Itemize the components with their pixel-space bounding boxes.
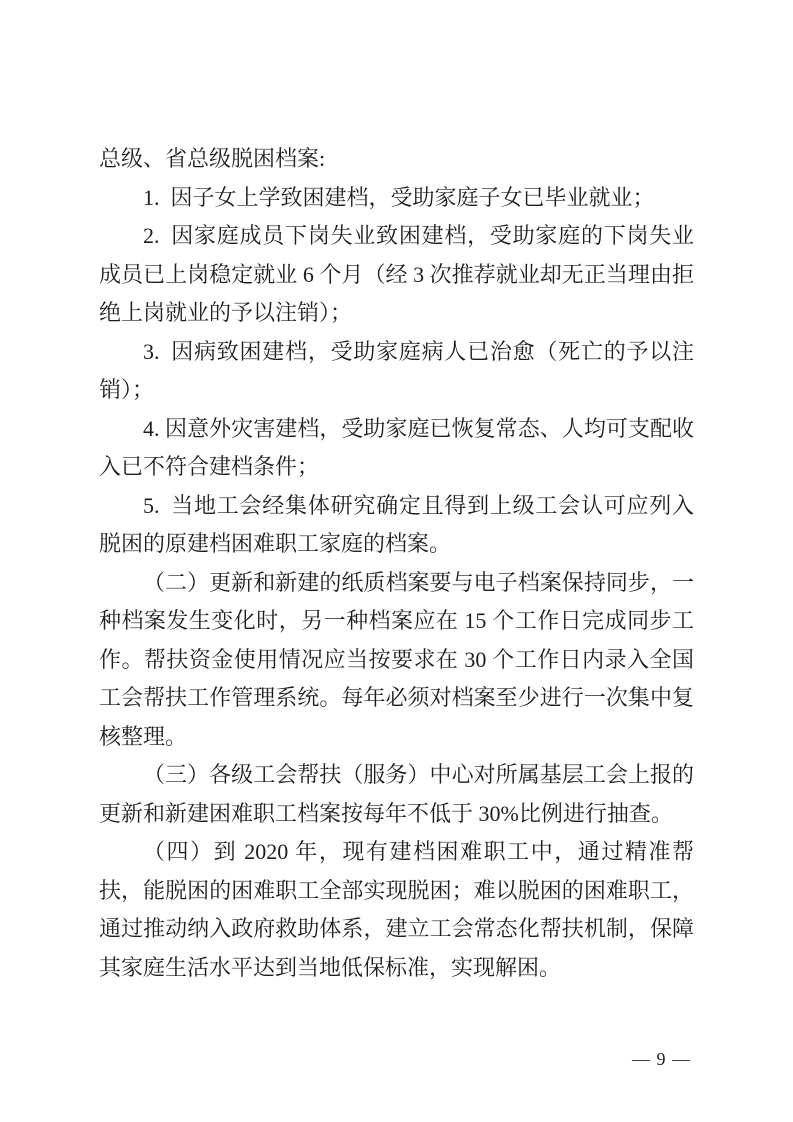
paragraph: 4. 因意外灾害建档，受助家庭已恢复常态、人均可支配收入已不符合建档条件； (99, 415, 694, 479)
paragraph: 2. 因家庭成员下岗失业致困建档，受助家庭的下岗失业成员已上岗稳定就业 6 个月（经 3 次推荐就业却无正当理由拒绝上岗就业的予以注销）； (99, 223, 694, 325)
paragraph: （四）到 2020 年，现有建档困难职工中，通过精准帮扶，能脱困的困难职工全部实现脱困；难以脱困的困难职工，通过推动纳入政府救助体系，建立工会常态化帮扶机制，保障其家庭生活水平达到当地低保标准，实现解困。 (99, 839, 694, 980)
paragraph: （三）各级工会帮扶（服务）中心对所属基层工会上报的更新和新建困难职工档案按每年不低于 30%比例进行抽查。 (99, 762, 694, 826)
paragraph: 5. 当地工会经集体研究确定且得到上级工会认可应列入脱困的原建档困难职工家庭的档案。 (99, 492, 694, 556)
paragraph: 总级、省总级脱困档案: (99, 146, 326, 171)
paragraph: （二）更新和新建的纸质档案要与电子档案保持同步，一种档案发生变化时，另一种档案应在 15 个工作日完成同步工作。帮扶资金使用情况应当按要求在 30 个工作日内录入全国工会帮扶工作管理系统。每年必须对档案至少进行一次集中复核整理。 (99, 569, 694, 749)
page-footer (610, 1026, 691, 1092)
document-body (99, 140, 694, 987)
page-number: — 9 — (632, 1049, 691, 1069)
paragraph: 1. 因子女上学致困建档，受助家庭子女已毕业就业； (143, 184, 655, 210)
paragraph: 3. 因病致困建档，受助家庭病人已治愈（死亡的予以注销）； (99, 338, 694, 402)
